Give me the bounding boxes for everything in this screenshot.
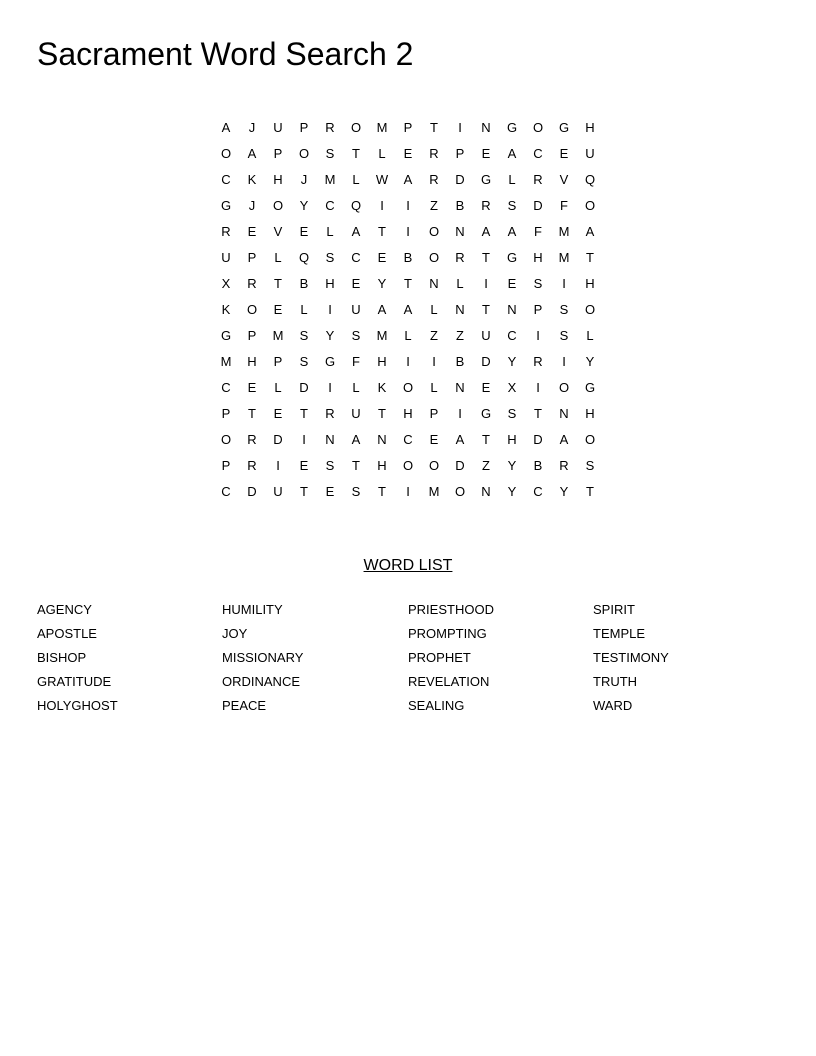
grid-letter: T <box>378 484 386 499</box>
grid-letter: L <box>326 224 334 239</box>
grid-letter: L <box>352 380 360 395</box>
grid-letter: G <box>220 328 232 343</box>
word-list-column-3 <box>408 600 588 720</box>
grid-letter: L <box>404 328 412 343</box>
grid-letter: N <box>325 432 335 447</box>
grid-letter: M <box>558 224 570 239</box>
grid-letter: C <box>533 146 543 161</box>
grid-letter: R <box>455 250 465 265</box>
grid-letter: I <box>562 276 566 291</box>
grid-letter: R <box>247 276 257 291</box>
grid-row <box>213 427 603 453</box>
grid-letter: R <box>247 458 257 473</box>
grid-letter: I <box>328 302 332 317</box>
grid-row <box>213 453 603 479</box>
grid-letter: S <box>299 354 309 369</box>
grid-letter: P <box>247 328 257 343</box>
grid-row <box>213 115 603 141</box>
grid-letter: B <box>455 198 465 213</box>
grid-letter: Z <box>430 328 438 343</box>
grid-letter: H <box>403 406 413 421</box>
grid-letter: O <box>272 198 284 213</box>
word-list-column-4 <box>593 600 773 720</box>
grid-letter: A <box>351 224 361 239</box>
grid-letter: A <box>559 432 569 447</box>
grid-letter: N <box>455 224 465 239</box>
grid-letter: U <box>221 250 231 265</box>
grid-letter: L <box>352 172 360 187</box>
word-list-item: SEALING <box>408 698 465 713</box>
grid-letter: E <box>299 458 309 473</box>
grid-letter: O <box>402 458 414 473</box>
grid-letter: B <box>403 250 413 265</box>
grid-letter: E <box>429 432 439 447</box>
grid-letter: X <box>507 380 517 395</box>
grid-letter: S <box>325 146 335 161</box>
grid-letter: S <box>299 328 309 343</box>
grid-letter: O <box>558 380 570 395</box>
grid-letter: M <box>558 250 570 265</box>
grid-letter: T <box>378 406 386 421</box>
grid-letter: U <box>273 120 283 135</box>
grid-letter: P <box>221 406 231 421</box>
grid-letter: L <box>508 172 516 187</box>
grid-letter: S <box>585 458 595 473</box>
grid-letter: C <box>325 198 335 213</box>
grid-letter: I <box>536 380 540 395</box>
grid-letter: Y <box>585 354 595 369</box>
grid-letter: Y <box>299 198 309 213</box>
grid-letter: L <box>300 302 308 317</box>
word-list-item: PROPHET <box>408 650 471 665</box>
grid-letter: E <box>247 380 257 395</box>
grid-letter: X <box>221 276 231 291</box>
grid-letter: Z <box>430 198 438 213</box>
word-list-item: TEMPLE <box>593 626 646 641</box>
grid-letter: O <box>584 302 596 317</box>
grid-letter: S <box>351 328 361 343</box>
grid-letter: O <box>220 432 232 447</box>
page-title: Sacrament Word Search 2 <box>37 36 414 72</box>
grid-letter: G <box>480 172 492 187</box>
grid-letter: N <box>455 380 465 395</box>
grid-letter: Q <box>350 198 362 213</box>
word-list-item: BISHOP <box>37 650 87 665</box>
grid-letter: L <box>274 250 282 265</box>
grid-letter: N <box>481 484 491 499</box>
grid-letter: S <box>559 328 569 343</box>
grid-letter: R <box>429 146 439 161</box>
grid-letter: G <box>584 380 596 395</box>
word-list-heading: WORD LIST <box>363 557 453 574</box>
grid-letter: I <box>432 354 436 369</box>
grid-letter: A <box>403 302 413 317</box>
letter-grid <box>213 115 603 505</box>
grid-letter: I <box>406 198 410 213</box>
grid-letter: R <box>481 198 491 213</box>
grid-letter: G <box>324 354 336 369</box>
grid-letter: B <box>299 276 309 291</box>
grid-letter: E <box>377 250 387 265</box>
grid-letter: Y <box>507 458 517 473</box>
grid-letter: H <box>247 354 257 369</box>
grid-letter: Y <box>507 484 517 499</box>
grid-letter: R <box>247 432 257 447</box>
grid-letter: H <box>325 276 335 291</box>
grid-letter: U <box>351 406 361 421</box>
grid-letter: S <box>325 458 335 473</box>
grid-letter: U <box>481 328 491 343</box>
grid-letter: V <box>273 224 283 239</box>
grid-row <box>213 219 603 245</box>
word-list-item: WARD <box>593 698 633 713</box>
grid-letter: O <box>350 120 362 135</box>
grid-letter: Y <box>507 354 517 369</box>
grid-letter: V <box>559 172 569 187</box>
grid-letter: M <box>428 484 440 499</box>
grid-row <box>213 323 603 349</box>
grid-letter: A <box>247 146 257 161</box>
grid-letter: P <box>247 250 257 265</box>
word-list-item: HOLYGHOST <box>37 698 118 713</box>
grid-letter: T <box>534 406 542 421</box>
grid-letter: R <box>559 458 569 473</box>
grid-letter: L <box>378 146 386 161</box>
grid-letter: C <box>351 250 361 265</box>
word-list-item: SPIRIT <box>593 602 635 617</box>
grid-row <box>213 141 603 167</box>
grid-letter: U <box>585 146 595 161</box>
grid-letter: P <box>299 120 309 135</box>
grid-letter: S <box>533 276 543 291</box>
grid-letter: C <box>221 484 231 499</box>
grid-letter: T <box>586 250 594 265</box>
grid-letter: P <box>221 458 231 473</box>
grid-letter: R <box>533 172 543 187</box>
grid-letter: B <box>533 458 543 473</box>
grid-letter: R <box>533 354 543 369</box>
word-list-item: REVELATION <box>408 674 490 689</box>
grid-letter: U <box>351 302 361 317</box>
grid-letter: N <box>455 302 465 317</box>
grid-letter: A <box>507 224 517 239</box>
grid-letter: R <box>325 406 335 421</box>
grid-letter: Y <box>325 328 335 343</box>
grid-row <box>213 297 603 323</box>
grid-letter: G <box>480 406 492 421</box>
grid-letter: E <box>273 406 283 421</box>
grid-letter: G <box>558 120 570 135</box>
grid-letter: L <box>430 302 438 317</box>
grid-letter: K <box>377 380 387 395</box>
grid-letter: O <box>428 250 440 265</box>
grid-letter: N <box>559 406 569 421</box>
grid-letter: T <box>378 224 386 239</box>
grid-row <box>213 245 603 271</box>
grid-letter: T <box>300 484 308 499</box>
grid-letter: I <box>458 120 462 135</box>
grid-letter: N <box>429 276 439 291</box>
grid-letter: M <box>220 354 232 369</box>
grid-letter: D <box>299 380 309 395</box>
grid-letter: E <box>247 224 257 239</box>
grid-letter: P <box>429 406 439 421</box>
grid-letter: D <box>533 198 543 213</box>
grid-letter: T <box>404 276 412 291</box>
grid-letter: E <box>299 224 309 239</box>
grid-letter: F <box>560 198 568 213</box>
grid-letter: L <box>586 328 594 343</box>
grid-letter: N <box>377 432 387 447</box>
grid-letter: D <box>533 432 543 447</box>
word-list-column-1 <box>37 600 217 720</box>
grid-letter: T <box>482 432 490 447</box>
grid-letter: I <box>302 432 306 447</box>
grid-row <box>213 401 603 427</box>
word-list-item: APOSTLE <box>37 626 97 641</box>
grid-letter: E <box>325 484 335 499</box>
grid-letter: S <box>507 198 517 213</box>
grid-row <box>213 167 603 193</box>
grid-letter: E <box>559 146 569 161</box>
grid-letter: I <box>406 354 410 369</box>
grid-letter: G <box>506 250 518 265</box>
word-list-item: TESTIMONY <box>593 650 669 665</box>
grid-letter: P <box>403 120 413 135</box>
word-list-item: HUMILITY <box>222 602 283 617</box>
grid-letter: O <box>428 224 440 239</box>
grid-letter: T <box>300 406 308 421</box>
word-list-item: JOY <box>222 626 248 641</box>
word-list-item: TRUTH <box>593 674 638 689</box>
grid-letter: U <box>273 484 283 499</box>
grid-row <box>213 271 603 297</box>
grid-letter: B <box>455 354 465 369</box>
word-list-item: PROMPTING <box>408 626 487 641</box>
grid-letter: O <box>428 458 440 473</box>
grid-row <box>213 193 603 219</box>
grid-letter: H <box>377 458 387 473</box>
word-list-item: PRIESTHOOD <box>408 602 494 617</box>
grid-letter: H <box>585 276 595 291</box>
grid-letter: A <box>377 302 387 317</box>
grid-letter: N <box>481 120 491 135</box>
grid-letter: H <box>377 354 387 369</box>
grid-letter: K <box>221 302 231 317</box>
grid-letter: A <box>481 224 491 239</box>
word-list-column-2 <box>222 600 402 720</box>
grid-letter: D <box>455 172 465 187</box>
grid-letter: K <box>247 172 257 187</box>
grid-letter: Q <box>584 172 596 187</box>
grid-letter: E <box>351 276 361 291</box>
grid-letter: O <box>246 302 258 317</box>
grid-letter: O <box>298 146 310 161</box>
grid-letter: H <box>507 432 517 447</box>
grid-letter: A <box>507 146 517 161</box>
grid-letter: H <box>585 406 595 421</box>
grid-letter: T <box>248 406 256 421</box>
grid-letter: A <box>403 172 413 187</box>
grid-letter: R <box>221 224 231 239</box>
grid-letter: G <box>506 120 518 135</box>
grid-letter: F <box>352 354 360 369</box>
grid-letter: C <box>403 432 413 447</box>
grid-letter: G <box>220 198 232 213</box>
grid-letter: L <box>430 380 438 395</box>
grid-letter: F <box>534 224 542 239</box>
grid-letter: Z <box>456 328 464 343</box>
grid-letter: I <box>536 328 540 343</box>
grid-letter: O <box>220 146 232 161</box>
grid-letter: J <box>248 198 256 213</box>
grid-row <box>213 479 603 505</box>
grid-letter: T <box>586 484 594 499</box>
grid-letter: T <box>274 276 282 291</box>
grid-letter: I <box>276 458 280 473</box>
word-list-item: AGENCY <box>37 602 92 617</box>
grid-letter: I <box>406 224 410 239</box>
grid-letter: S <box>559 302 569 317</box>
grid-letter: H <box>585 120 595 135</box>
grid-letter: I <box>406 484 410 499</box>
grid-letter: O <box>454 484 466 499</box>
grid-letter: W <box>375 172 389 187</box>
grid-letter: O <box>402 380 414 395</box>
grid-letter: Y <box>377 276 387 291</box>
grid-letter: P <box>273 146 283 161</box>
grid-letter: E <box>507 276 517 291</box>
grid-letter: C <box>221 172 231 187</box>
grid-row <box>213 375 603 401</box>
grid-letter: P <box>273 354 283 369</box>
grid-letter: R <box>429 172 439 187</box>
grid-letter: C <box>507 328 517 343</box>
grid-letter: E <box>481 146 491 161</box>
grid-letter: L <box>456 276 464 291</box>
word-list-item: ORDINANCE <box>222 674 301 689</box>
grid-letter: E <box>403 146 413 161</box>
grid-letter: D <box>455 458 465 473</box>
grid-letter: S <box>507 406 517 421</box>
grid-letter: Q <box>298 250 310 265</box>
grid-letter: C <box>221 380 231 395</box>
grid-letter: R <box>325 120 335 135</box>
grid-letter: Z <box>482 458 490 473</box>
grid-letter: S <box>325 250 335 265</box>
grid-letter: E <box>481 380 491 395</box>
grid-letter: D <box>273 432 283 447</box>
word-list-item: PEACE <box>222 698 267 713</box>
grid-letter: T <box>482 302 490 317</box>
grid-letter: A <box>221 120 231 135</box>
grid-letter: C <box>533 484 543 499</box>
grid-letter: J <box>248 120 256 135</box>
grid-letter: M <box>376 120 388 135</box>
grid-letter: I <box>458 406 462 421</box>
grid-letter: D <box>247 484 257 499</box>
grid-letter: H <box>273 172 283 187</box>
grid-letter: A <box>455 432 465 447</box>
grid-letter: Y <box>559 484 569 499</box>
grid-letter: A <box>351 432 361 447</box>
grid-letter: I <box>484 276 488 291</box>
grid-letter: I <box>328 380 332 395</box>
grid-letter: D <box>481 354 491 369</box>
grid-letter: E <box>273 302 283 317</box>
grid-letter: H <box>533 250 543 265</box>
grid-letter: T <box>352 458 360 473</box>
grid-letter: M <box>272 328 284 343</box>
grid-letter: T <box>482 250 490 265</box>
grid-letter: I <box>380 198 384 213</box>
word-list-item: MISSIONARY <box>222 650 304 665</box>
grid-letter: N <box>507 302 517 317</box>
grid-letter: A <box>585 224 595 239</box>
grid-letter: I <box>562 354 566 369</box>
grid-letter: O <box>584 198 596 213</box>
grid-letter: L <box>274 380 282 395</box>
grid-letter: T <box>352 146 360 161</box>
grid-letter: O <box>532 120 544 135</box>
grid-letter: T <box>430 120 438 135</box>
grid-letter: P <box>533 302 543 317</box>
grid-row <box>213 349 603 375</box>
grid-letter: S <box>351 484 361 499</box>
grid-letter: M <box>324 172 336 187</box>
grid-letter: O <box>584 432 596 447</box>
grid-letter: P <box>455 146 465 161</box>
grid-letter: M <box>376 328 388 343</box>
word-list-item: GRATITUDE <box>37 674 112 689</box>
grid-letter: J <box>300 172 308 187</box>
